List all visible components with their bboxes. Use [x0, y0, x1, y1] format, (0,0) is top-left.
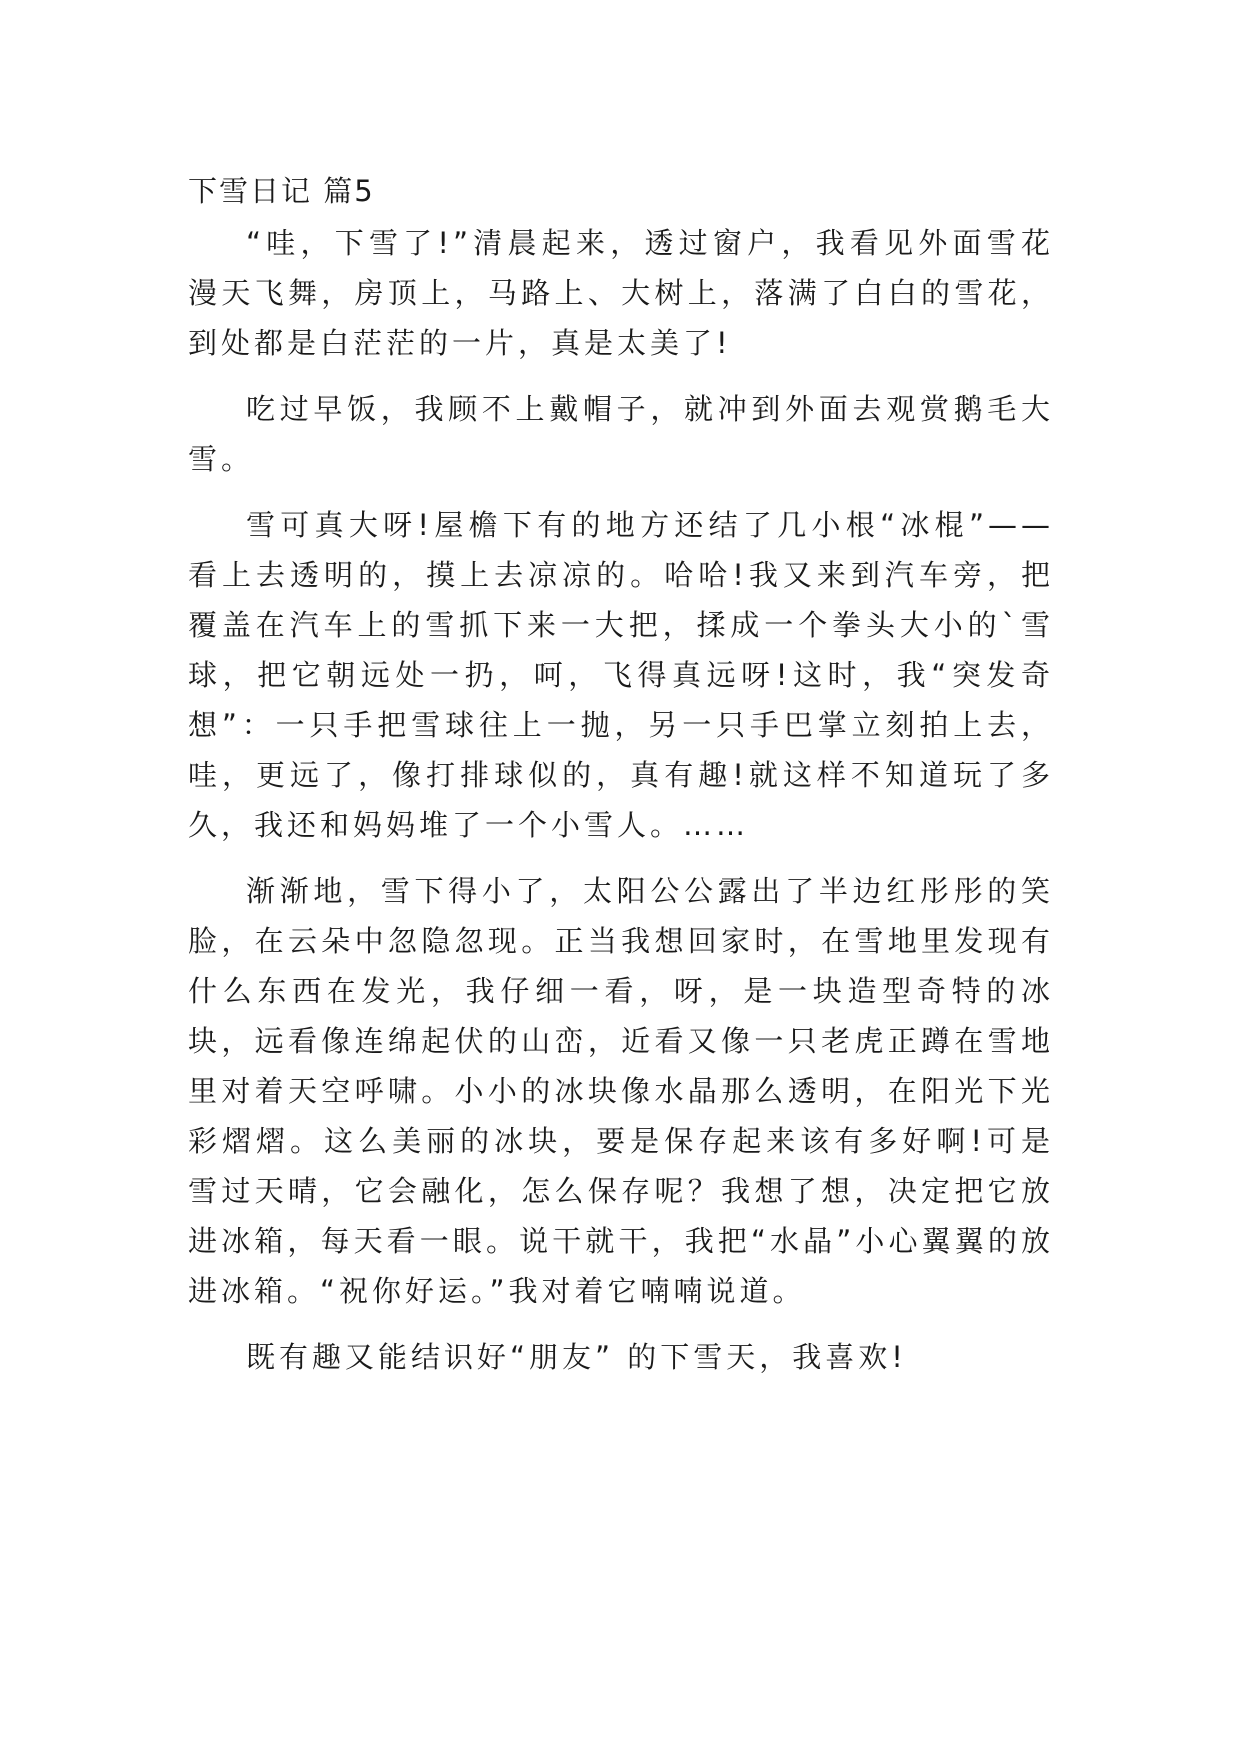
paragraph-2: 吃过早饭，我顾不上戴帽子，就冲到外面去观赏鹅毛大雪。 — [188, 392, 1054, 476]
paragraph-1: “哇，下雪了!”清晨起来，透过窗户，我看见外面雪花漫天飞舞，房顶上，马路上、大树上，落满了白白的雪花，到处都是白茫茫的一片，真是太美了! — [188, 226, 1054, 360]
document-body — [188, 166, 1054, 1398]
paragraph-4: 渐渐地，雪下得小了，太阳公公露出了半边红彤彤的笑脸，在云朵中忽隐忽现。正当我想回家时，在雪地里发现有什么东西在发光，我仔细一看，呀，是一块造型奇特的冰块，远看像连绵起伏的山峦，近看又像一只老虎正蹲在雪地里对着天空呼啸。小小的冰块像水晶那么透明，在阳光下光彩熠熠。这么美丽的冰块，要是保存起来该有多好啊!可是雪过天晴，它会融化，怎么保存呢？我想了想，决定把它放进冰箱，每天看一眼。说干就干，我把“水晶”小心翼翼的放进冰箱。“祝你好运。”我对着它喃喃说道。 — [188, 874, 1054, 1308]
document-title: 下雪日记 篇5 — [188, 174, 375, 208]
paragraph-5: 既有趣又能结识好“朋友” 的下雪天，我喜欢! — [246, 1340, 907, 1374]
paragraph-3: 雪可真大呀!屋檐下有的地方还结了几小根“冰棍”——看上去透明的，摸上去凉凉的。哈哈!我又来到汽车旁，把覆盖在汽车上的雪抓下来一大把，揉成一个拳头大小的`雪球，把它朝远处一扔，呵，飞得真远呀!这时，我“突发奇想”：一只手把雪球往上一抛，另一只手巴掌立刻拍上去，哇，更远了，像打排球似的，真有趣!就这样不知道玩了多久，我还和妈妈堆了一个小雪人。…… — [188, 508, 1054, 842]
